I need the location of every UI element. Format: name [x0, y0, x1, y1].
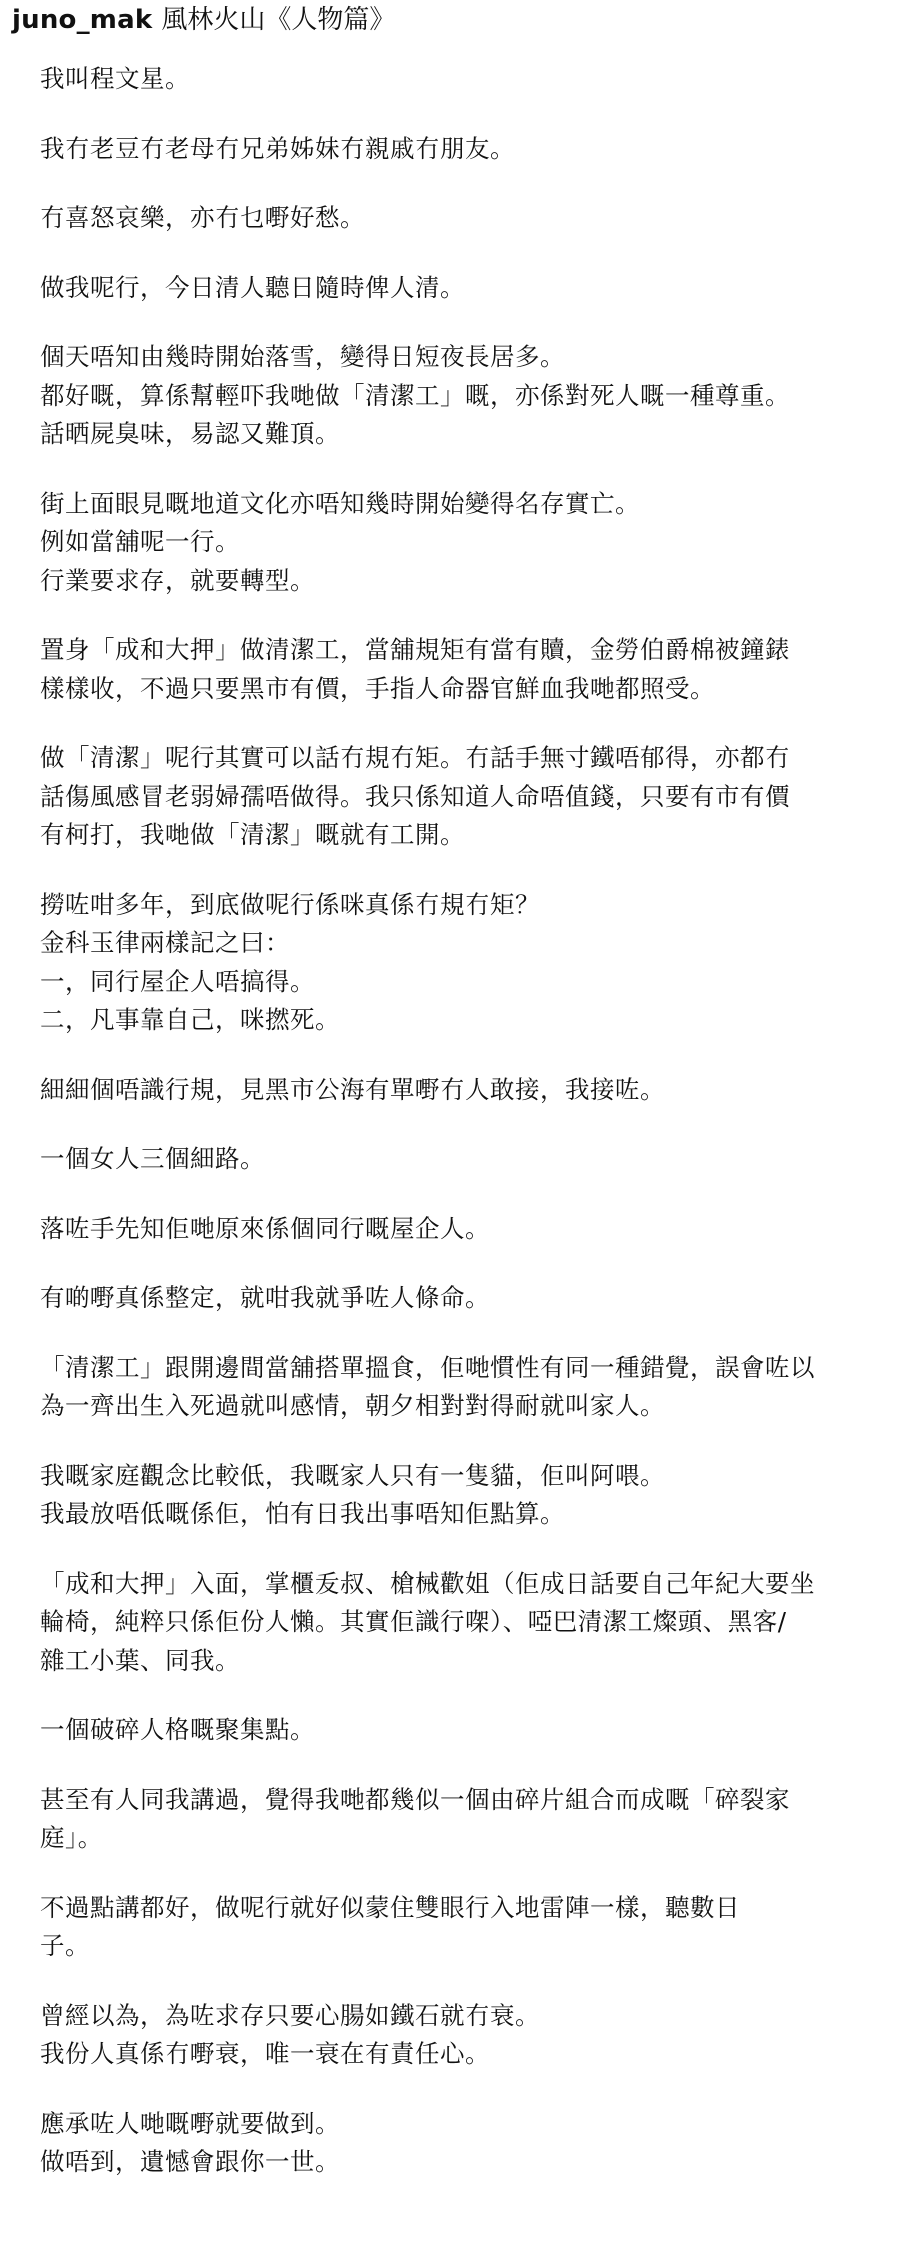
caption-line: 曾經以為，為咗求存只要心腸如鐵石就冇衰。	[40, 2000, 540, 2030]
caption-paragraph	[40, 1210, 900, 1249]
caption-line: 街上面眼見嘅地道文化亦唔知幾時開始變得名存實亡。	[40, 488, 640, 518]
caption-paragraph	[40, 1279, 900, 1318]
caption-paragraph	[40, 1457, 900, 1534]
caption-line: 我叫程文星。	[40, 64, 190, 93]
caption-paragraph	[40, 886, 900, 1040]
caption-line: 話晒屍臭味，易認又難頂。	[40, 419, 340, 448]
caption-line: 一個破碎人格嘅聚集點。	[40, 1715, 315, 1744]
caption-paragraph	[40, 1565, 900, 1681]
caption-line: 做我呢行，今日清人聽日隨時俾人清。	[40, 272, 465, 302]
caption-line: 不過點講都好，做呢行就好似蒙住雙眼行入地雷陣一樣，聽數日	[40, 1892, 740, 1922]
caption-line: 細細個唔識行規，見黑市公海有單嘢冇人敢接，我接咗。	[40, 1074, 665, 1104]
caption-paragraph	[40, 338, 900, 454]
caption-line: 我冇老豆冇老母冇兄弟姊妹冇親戚冇朋友。	[40, 133, 515, 163]
caption-line: 應承咗人哋嘅嘢就要做到。	[40, 2108, 340, 2138]
caption-line: 我嘅家庭觀念比較低，我嘅家人只有一隻貓，佢叫阿喂。	[40, 1460, 665, 1490]
caption-line: 都好嘅，算係幫輕吓我哋做「清潔工」嘅，亦係對死人嘅一種尊重。	[40, 380, 790, 410]
caption-line: 做「清潔」呢行其實可以話冇規冇矩。冇話手無寸鐵唔郁得，亦都冇	[40, 743, 790, 772]
caption-paragraph	[40, 130, 900, 169]
caption-paragraph	[40, 1349, 900, 1426]
caption-line: 冇喜怒哀樂，亦冇乜嘢好愁。	[40, 203, 365, 232]
username[interactable]: juno_mak	[12, 5, 153, 35]
caption-line: 做唔到，遺憾會跟你一世。	[40, 2147, 340, 2176]
caption-line: 甚至有人同我講過，覺得我哋都幾似一個由碎片組合而成嘅「碎裂家	[40, 1784, 790, 1814]
caption-paragraph	[40, 631, 900, 708]
caption-paragraph	[40, 1140, 900, 1179]
caption-line: 「成和大押」入面，掌櫃叐叔、槍械歡姐（佢成日話要自己年紀大要坐	[40, 1568, 815, 1598]
caption-paragraph	[40, 1711, 900, 1750]
caption-line: 話傷風感冒老弱婦孺唔做得。我只係知道人命唔值錢，只要有市有價	[40, 781, 790, 811]
caption-body	[40, 60, 900, 2213]
caption-line: 有啲嘢真係整定，就咁我就爭咗人條命。	[40, 1283, 490, 1312]
caption-line: 為一齊出生入死過就叫感情，朝夕相對對得耐就叫家人。	[40, 1391, 665, 1420]
caption-line: 二，凡事靠自己，咪撚死。	[40, 1005, 340, 1034]
caption-line: 雜工小葉、同我。	[40, 1645, 240, 1675]
caption-line: 樣樣收，不過只要黑市有價，手指人命器官鮮血我哋都照受。	[40, 673, 715, 703]
caption-line: 我最放唔低嘅係佢，怕有日我出事唔知佢點算。	[40, 1499, 565, 1528]
caption-line: 我份人真係冇嘢衰，唯一衰在有責任心。	[40, 2039, 490, 2068]
post-header	[12, 0, 395, 40]
caption-paragraph	[40, 1997, 900, 2074]
caption-line: 落咗手先知佢哋原來係個同行嘅屋企人。	[40, 1213, 490, 1243]
caption-line: 庭」。	[40, 1823, 103, 1852]
post-title: 風林火山《人物篇》	[161, 5, 396, 35]
caption-paragraph	[40, 60, 900, 99]
caption-paragraph	[40, 199, 900, 238]
caption-line: 置身「成和大押」做清潔工，當舖規矩有當有贖，金勞伯爵棉被鐘錶	[40, 635, 790, 664]
caption-line: 金科玉律兩樣記之曰：	[40, 928, 290, 957]
caption-paragraph	[40, 2105, 900, 2182]
caption-line: 行業要求存，就要轉型。	[40, 565, 315, 595]
caption-line: 一個女人三個細路。	[40, 1144, 265, 1173]
caption-line: 輪椅，純粹只係佢份人懶。其實佢識行㗎）、啞巴清潔工燦頭、黑客/	[40, 1607, 787, 1636]
caption-line: 撈咗咁多年，到底做呢行係咪真係冇規冇矩？	[40, 889, 540, 919]
caption-line: 一，同行屋企人唔搞得。	[40, 966, 315, 996]
caption-paragraph	[40, 485, 900, 601]
caption-paragraph	[40, 1781, 900, 1858]
caption-line: 子。	[40, 1931, 90, 1960]
caption-paragraph	[40, 269, 900, 308]
caption-line: 「清潔工」跟開邊間當舖搭單搵食，佢哋慣性有同一種錯覺，誤會咗以	[40, 1352, 815, 1382]
caption-line: 個天唔知由幾時開始落雪，變得日短夜長居多。	[40, 342, 565, 371]
caption-paragraph	[40, 739, 900, 855]
caption-paragraph	[40, 1889, 900, 1966]
caption-line: 有柯打，我哋做「清潔」嘅就有工開。	[40, 820, 465, 849]
caption-line: 例如當舖呢一行。	[40, 527, 240, 556]
caption-paragraph	[40, 1071, 900, 1110]
